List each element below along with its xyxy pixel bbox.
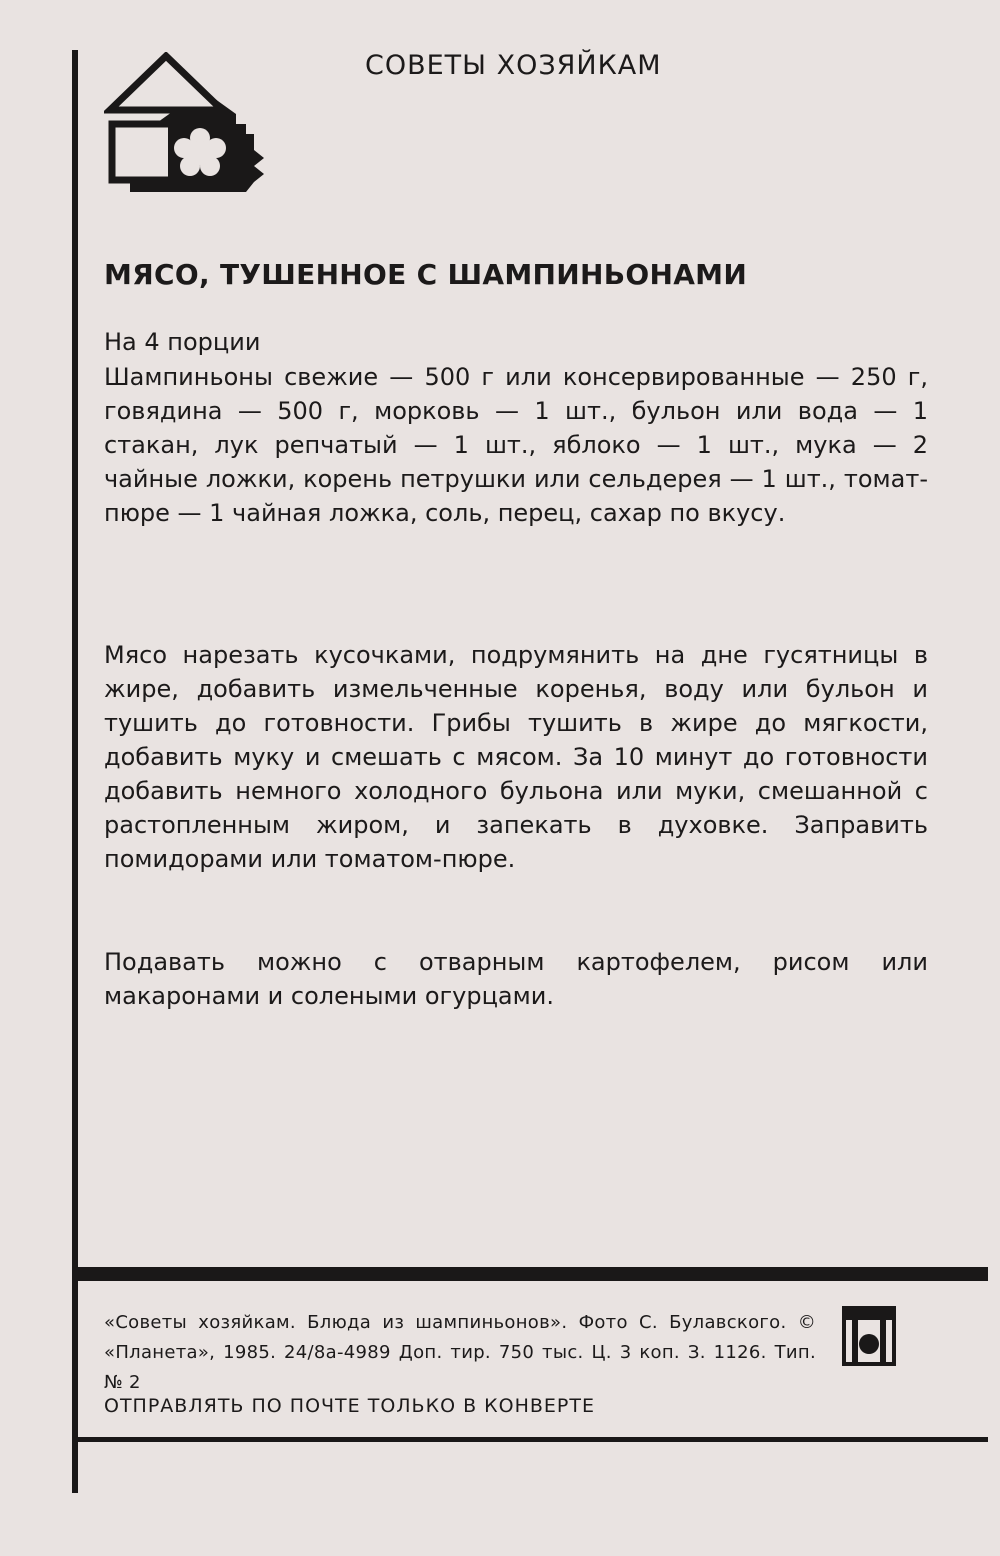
house-with-flower-icon [104,52,270,194]
serving-paragraph: Подавать можно с отварным картофелем, рисом или макаронами и солеными огурцами. [104,948,928,1010]
series-title: СОВЕТЫ ХОЗЯЙКАМ [365,50,662,81]
frame-bottom-line [72,1437,988,1442]
recipe-title: МЯСО, ТУШЕННОЕ С ШАМПИНЬОНАМИ [104,258,748,291]
imprint-text: «Советы хозяйкам. Блюда из шампиньонов». Фото С. Булавского. © «Планета», 1985. 24/8а-4989 Доп. тир. 750 тыс. Ц. 3 коп. З. 1126. Тип. № 2 [104,1312,816,1393]
method-paragraph: Мясо нарезать кусочками, подрумянить на дне гусятницы в жире, добавить измельченные коренья, воду или бульон и тушить до готовности. Грибы тушить в жире до мягкости, добавить муку и смешать с мясом. За 10 минут до готовности добавить немного холодного бульона или муки, смешанной с растопленным жиром, и запекать в духовке. Заправить помидорами или томатом-пюре. [104,641,928,873]
publisher-logo-icon [842,1306,896,1366]
frame-horizontal-bar [72,1267,988,1281]
mailing-note: ОТПРАВЛЯТЬ ПО ПОЧТЕ ТОЛЬКО В КОНВЕРТЕ [104,1395,595,1417]
portions-text: На 4 порции [104,328,261,356]
ingredients-paragraph: Шампиньоны свежие — 500 г или консервированные — 250 г, говядина — 500 г, морковь — 1 шт., бульон или вода — 1 стакан, лук репчатый — 1 шт., яблоко — 1 шт., мука — 2 чайные ложки, корень петрушки или сельдерея — 1 шт., томат-пюре — 1 чайная ложка, соль, перец, сахар по вкусу. [104,363,928,527]
